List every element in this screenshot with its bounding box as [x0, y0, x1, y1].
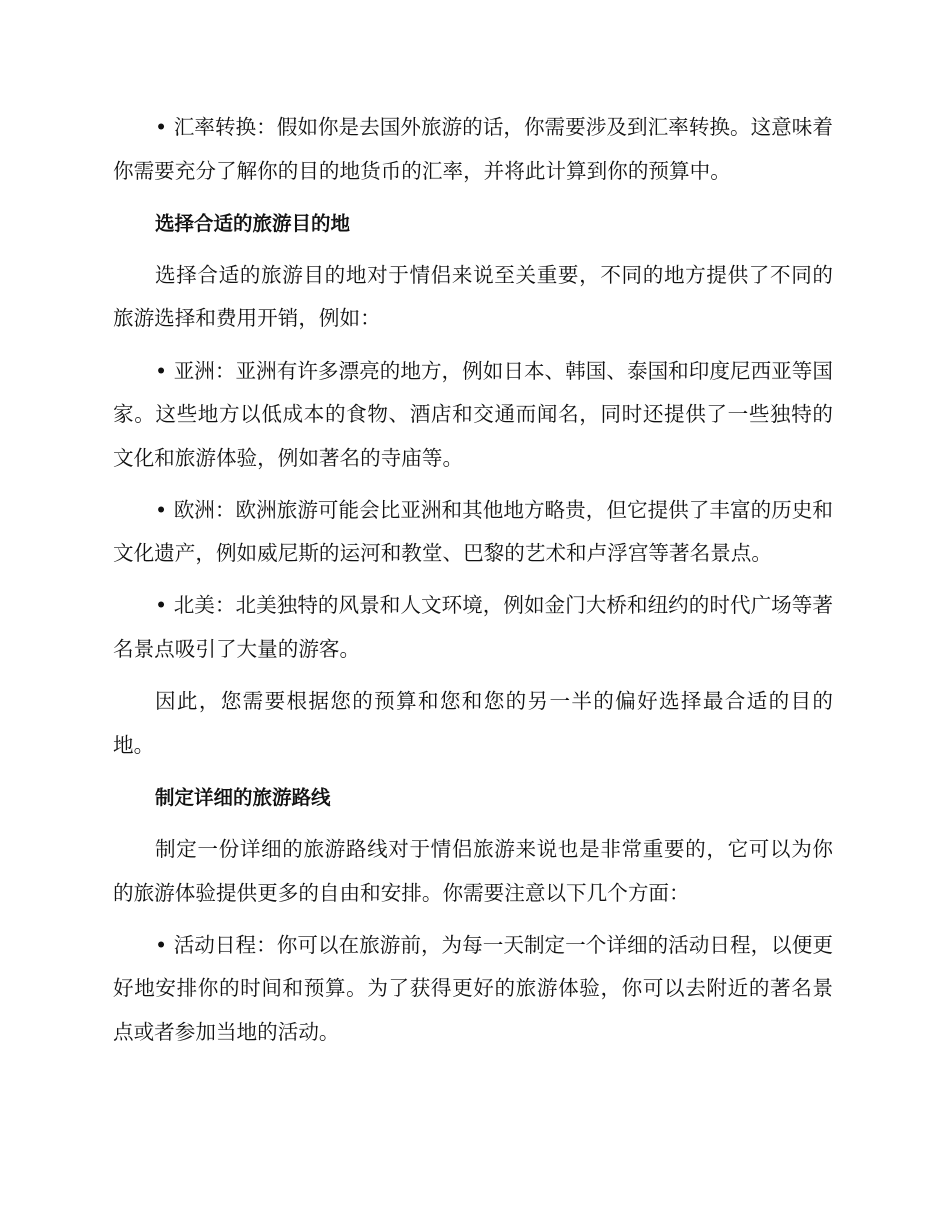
bullet-europe: • 欧洲：欧洲旅游可能会比亚洲和其他地方略贵，但它提供了丰富的历史和文化遗产，例如威尼斯的运河和教堂、巴黎的艺术和卢浮宫等著名景点。	[113, 497, 833, 566]
route-intro: 制定一份详细的旅游路线对于情侣旅游来说也是非常重要的，它可以为你的旅游体验提供更多的自由和安排。你需要注意以下几个方面：	[113, 837, 833, 905]
destination-intro: 选择合适的旅游目的地对于情侣来说至关重要，不同的地方提供了不同的旅游选择和费用开销，例如：	[113, 262, 833, 331]
heading-choose-destination: 选择合适的旅游目的地	[155, 211, 351, 235]
bullet-asia: • 亚洲：亚洲有许多漂亮的地方，例如日本、韩国、泰国和印度尼西亚等国家。这些地方以低成本的食物、酒店和交通而闻名，同时还提供了一些独特的文化和旅游体验，例如著名的寺庙等。	[113, 358, 833, 470]
document-page	[113, 106, 833, 1063]
destination-conclusion: 因此，您需要根据您的预算和您和您的另一半的偏好选择最合适的目的地。	[113, 689, 833, 757]
heading-route-plan: 制定详细的旅游路线	[155, 785, 331, 809]
bullet-activity-schedule: • 活动日程：你可以在旅游前，为每一天制定一个详细的活动日程，以便更好地安排你的时间和预算。为了获得更好的旅游体验，你可以去附近的著名景点或者参加当地的活动。	[113, 932, 833, 1044]
bullet-exchange-rate: • 汇率转换：假如你是去国外旅游的话，你需要涉及到汇率转换。这意味着你需要充分了解你的目的地货币的汇率，并将此计算到你的预算中。	[113, 115, 833, 183]
bullet-north-america: • 北美：北美独特的风景和人文环境，例如金门大桥和纽约的时代广场等著名景点吸引了大量的游客。	[113, 593, 833, 661]
